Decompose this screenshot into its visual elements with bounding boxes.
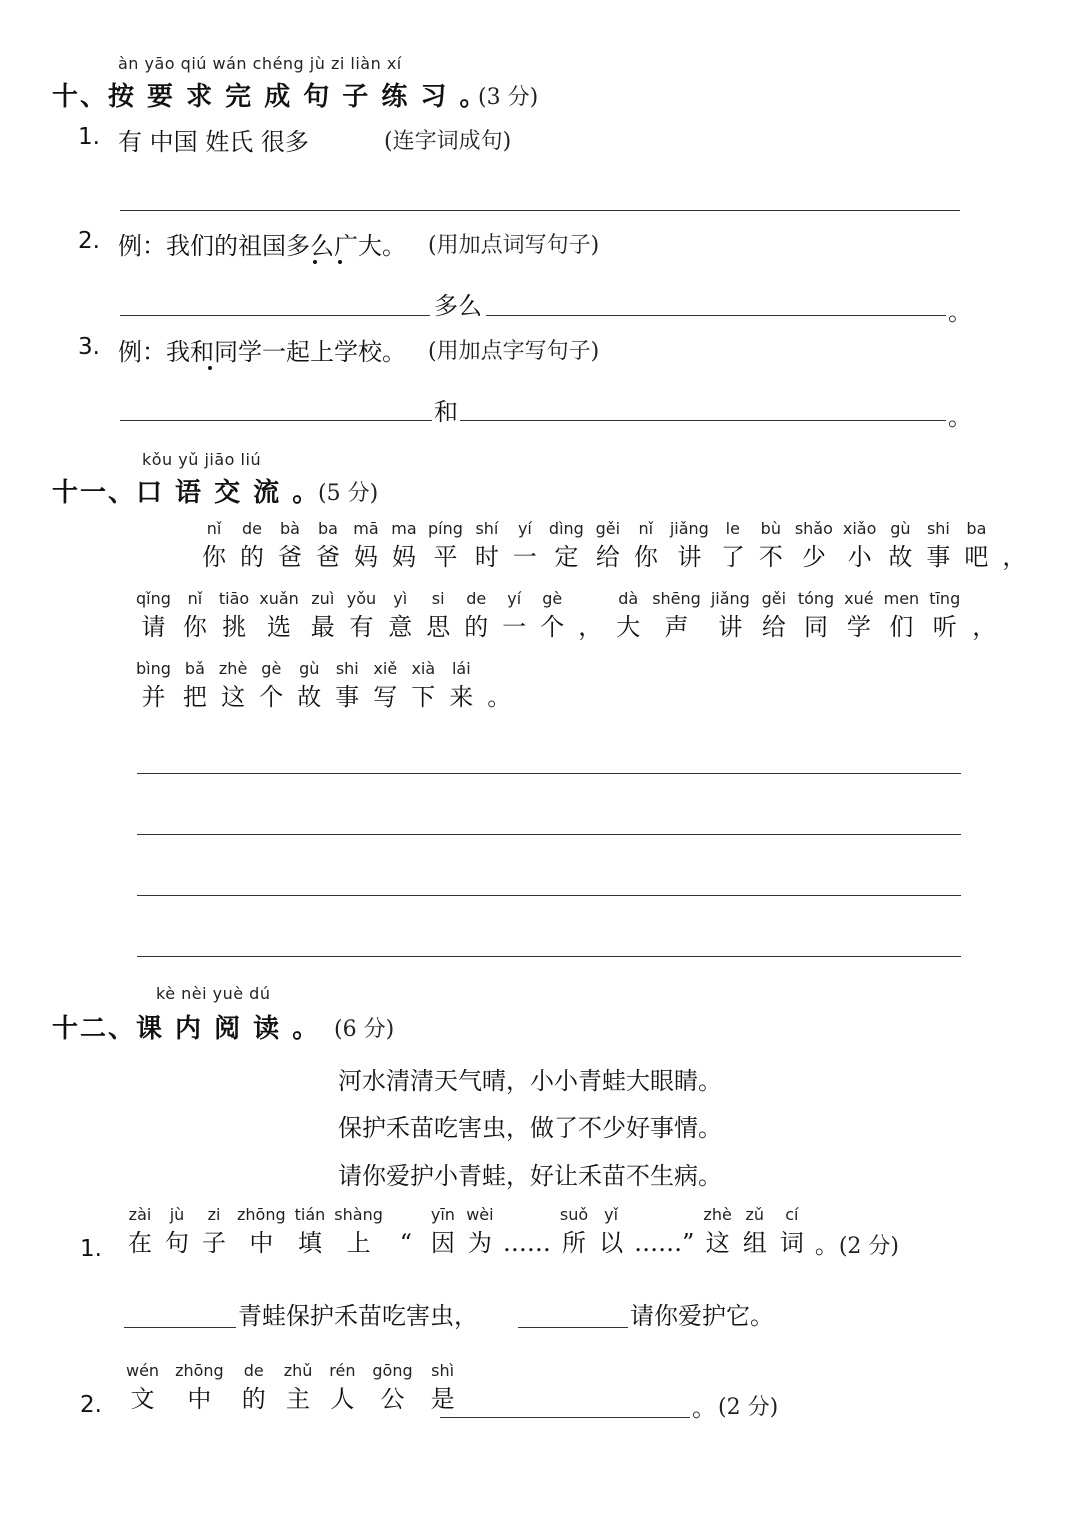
- q10-3-end-mark: 。: [948, 403, 972, 431]
- q10-3-example: 例：我和同学一起上学校。: [118, 338, 406, 366]
- hanzi-char: 讲: [718, 613, 743, 641]
- hanzi-char: 爸: [278, 543, 302, 571]
- ruby-char: [970, 590, 998, 644]
- hanzi-char: 声: [664, 613, 689, 641]
- ruby-char: [538, 590, 566, 644]
- pinyin-syllable: [1000, 520, 1028, 540]
- ruby-char: [757, 520, 785, 574]
- hanzi-char: 组: [742, 1229, 767, 1257]
- pinyin-syllable: jù: [169, 1205, 185, 1224]
- q10-2-answer-line-b[interactable]: [486, 315, 946, 316]
- pinyin-syllable: dà: [618, 589, 639, 608]
- pinyin-syllable: ma: [391, 519, 417, 538]
- pinyin-syllable: nǐ: [206, 519, 222, 538]
- oral-prompt-line-1: [200, 520, 1038, 574]
- pinyin-syllable: xuǎn: [259, 589, 299, 608]
- hanzi-char: 思: [426, 613, 451, 641]
- pinyin-syllable: men: [883, 589, 920, 608]
- pinyin-syllable: wèi: [466, 1205, 494, 1224]
- hanzi-char: 来: [449, 683, 474, 711]
- ruby-char: [614, 590, 642, 644]
- ruby-char: [386, 590, 414, 644]
- ruby-char: [347, 590, 376, 644]
- q12-2-answer-line[interactable]: [440, 1417, 690, 1418]
- pinyin-syllable: yí: [507, 589, 522, 608]
- q10-2-number: 2.: [78, 228, 100, 254]
- ruby-char: [334, 1206, 383, 1260]
- hanzi-char: 写: [373, 683, 398, 711]
- hanzi-char: 所: [562, 1229, 586, 1257]
- section12-score: (6 分): [334, 1017, 395, 1042]
- section11-pinyin: kǒu yǔ jiāo liú: [142, 450, 262, 469]
- hanzi-char: 并: [141, 683, 166, 711]
- pinyin-syllable: [485, 660, 513, 680]
- hanzi-char: 听: [932, 613, 957, 641]
- q10-3-fill-word: 和: [434, 398, 458, 426]
- pinyin-syllable: bù: [760, 519, 781, 538]
- q12-1-number: 1.: [80, 1236, 102, 1262]
- pinyin-syllable: nǐ: [187, 589, 203, 608]
- ruby-char: [929, 590, 960, 644]
- pinyin-syllable: tián: [294, 1205, 326, 1224]
- pinyin-syllable: lái: [451, 659, 471, 678]
- pinyin-syllable: xià: [411, 659, 436, 678]
- pinyin-syllable: xiě: [373, 659, 398, 678]
- pinyin-syllable: shàng: [334, 1205, 383, 1224]
- ruby-char: [634, 1206, 694, 1260]
- hanzi-char: 小: [847, 543, 872, 571]
- section11-score: (5 分): [318, 481, 379, 506]
- q10-2-end-mark: 。: [948, 298, 972, 326]
- pinyin-syllable: bìng: [136, 659, 171, 678]
- hanzi-char: 你: [182, 613, 207, 641]
- ruby-char: [429, 1362, 457, 1416]
- pinyin-syllable: ba: [318, 519, 338, 538]
- writing-line[interactable]: [137, 956, 961, 957]
- ruby-char: [500, 590, 528, 644]
- section11-title: 十一、口 语 交 流 。: [52, 478, 321, 508]
- hanzi-char: ，: [1002, 543, 1027, 571]
- ruby-char: [259, 590, 299, 644]
- hanzi-char: ……”: [634, 1229, 695, 1257]
- hanzi-char: 妈: [392, 543, 416, 571]
- hanzi-char: 大: [616, 613, 641, 641]
- hanzi-char: 为: [467, 1229, 492, 1257]
- ruby-char: [503, 1206, 551, 1260]
- pinyin-syllable: yí: [517, 519, 532, 538]
- ruby-char: [741, 1206, 769, 1260]
- pinyin-syllable: zuì: [311, 589, 335, 608]
- hanzi-char: 在: [128, 1229, 152, 1257]
- q12-1-answer-b: 请你爱护它。: [630, 1302, 774, 1330]
- hanzi-char: 同: [803, 613, 828, 641]
- pinyin-syllable: jiǎng: [710, 589, 750, 608]
- ruby-char: [1000, 520, 1028, 574]
- pinyin-syllable: shì: [431, 1361, 455, 1380]
- hanzi-char: 因: [430, 1229, 455, 1257]
- hanzi-char: 吧: [964, 543, 989, 571]
- pinyin-syllable: tóng: [797, 589, 835, 608]
- section10-pinyin: àn yāo qiú wán chéng jù zi liàn xí: [118, 54, 402, 73]
- pinyin-syllable: gōng: [372, 1361, 413, 1380]
- ruby-char: [549, 520, 584, 574]
- ruby-char: [843, 520, 877, 574]
- writing-line[interactable]: [137, 773, 961, 774]
- ruby-char: [295, 1206, 326, 1260]
- ruby-char: [632, 520, 660, 574]
- hanzi-char: 个: [259, 683, 284, 711]
- ruby-char: [886, 520, 914, 574]
- hanzi-char: ……: [502, 1229, 551, 1257]
- hanzi-char: 中: [249, 1229, 274, 1257]
- hanzi-char: 爸: [316, 543, 340, 571]
- q10-3-number: 3.: [78, 334, 100, 360]
- hanzi-char: 学: [846, 613, 871, 641]
- ruby-char: [238, 520, 266, 574]
- ruby-char: [560, 1206, 588, 1260]
- pinyin-syllable: bà: [280, 519, 300, 538]
- ruby-char: [284, 1362, 313, 1416]
- pinyin-syllable: gěi: [761, 589, 787, 608]
- pinyin-syllable: tīng: [929, 589, 961, 608]
- pinyin-syllable: qǐng: [136, 589, 171, 608]
- ruby-char: [844, 590, 873, 644]
- ruby-char: [597, 1206, 625, 1260]
- ruby-char: [126, 1362, 159, 1416]
- pinyin-syllable: [634, 1206, 694, 1226]
- ruby-char: [576, 590, 604, 644]
- oral-prompt-line-2: [136, 590, 1008, 644]
- ruby-char: [219, 660, 247, 714]
- q10-3-answer-line-a[interactable]: [120, 420, 432, 421]
- hanzi-char: 妈: [354, 543, 378, 571]
- emphasis-dot: [338, 260, 342, 264]
- q10-1-instruction: (连字词成句): [384, 129, 512, 154]
- pinyin-syllable: de: [242, 519, 262, 538]
- q10-2-instruction: (用加点词写句子): [428, 233, 600, 258]
- hanzi-char: 平: [433, 543, 458, 571]
- ruby-char: [181, 660, 209, 714]
- pinyin-syllable: [970, 590, 998, 610]
- hanzi-char: 一: [512, 543, 537, 571]
- poem-line-2: 保护禾苗吃害虫，做了不少好事情。: [338, 1114, 722, 1142]
- hanzi-char: 是: [430, 1385, 455, 1413]
- ruby-char: [962, 520, 990, 574]
- pinyin-syllable: le: [725, 519, 740, 538]
- q12-1-blank-b[interactable]: [518, 1327, 628, 1328]
- pinyin-syllable: wén: [126, 1361, 160, 1380]
- pinyin-syllable: shi: [335, 659, 359, 678]
- pinyin-syllable: zi: [207, 1205, 221, 1224]
- hanzi-char: 个: [540, 613, 565, 641]
- q10-2-example: 例：我们的祖国多么广大。: [118, 232, 406, 260]
- hanzi-char: 挑: [222, 613, 247, 641]
- hanzi-char: 。: [487, 683, 512, 711]
- ruby-char: [257, 660, 285, 714]
- hanzi-char: 词: [779, 1229, 804, 1257]
- emphasis-dot: [208, 366, 212, 370]
- ruby-char: [175, 1362, 224, 1416]
- pinyin-syllable: xué: [844, 589, 874, 608]
- poem-line-1: 河水清清天气晴，小小青蛙大眼睛。: [338, 1067, 722, 1095]
- section12-title: 十二、课 内 阅 读 。: [52, 1014, 321, 1044]
- pinyin-syllable: bǎ: [184, 659, 205, 678]
- hanzi-char: 请: [141, 613, 166, 641]
- ruby-char: [462, 590, 490, 644]
- hanzi-char: 填: [297, 1229, 322, 1257]
- ruby-char: [511, 520, 539, 574]
- hanzi-char: 故: [888, 543, 913, 571]
- ruby-char: [798, 590, 834, 644]
- q10-1-prompt: 有 中国 姓氏 很多: [118, 128, 309, 156]
- hanzi-char: 把: [182, 683, 207, 711]
- hanzi-char: 给: [761, 613, 786, 641]
- q12-2-score: (2 分): [718, 1395, 779, 1420]
- ruby-char: [760, 590, 788, 644]
- pinyin-syllable: de: [466, 589, 487, 608]
- ruby-char: [314, 520, 342, 574]
- ruby-char: [447, 660, 475, 714]
- ruby-char: [200, 520, 228, 574]
- ruby-char: [219, 590, 249, 644]
- writing-line[interactable]: [137, 834, 961, 835]
- pinyin-syllable: gè: [542, 589, 563, 608]
- ruby-char: [392, 1206, 420, 1260]
- hanzi-char: 给: [595, 543, 620, 571]
- ruby-char: [163, 1206, 191, 1260]
- pinyin-syllable: shí: [475, 519, 499, 538]
- hanzi-char: 讲: [677, 543, 702, 571]
- hanzi-char: “: [399, 1229, 413, 1257]
- pinyin-syllable: zhǔ: [283, 1361, 313, 1380]
- q12-2-end-mark: 。: [692, 1394, 716, 1422]
- ruby-char: [200, 1206, 228, 1260]
- q12-2-prompt: [126, 1362, 473, 1416]
- pinyin-syllable: mā: [353, 519, 379, 538]
- pinyin-syllable: de: [243, 1361, 264, 1380]
- pinyin-syllable: shǎo: [794, 519, 833, 538]
- pinyin-syllable: zǔ: [745, 1205, 765, 1224]
- pinyin-syllable: [392, 1206, 420, 1226]
- pinyin-syllable: zhè: [218, 659, 248, 678]
- pinyin-syllable: zhōng: [237, 1205, 286, 1224]
- q12-1-end-mark: 。: [814, 1231, 839, 1259]
- q12-1-blank-a[interactable]: [124, 1327, 236, 1328]
- hanzi-char: 主: [286, 1385, 311, 1413]
- ruby-char: [652, 590, 701, 644]
- pinyin-syllable: yǒu: [346, 589, 377, 608]
- hanzi-char: 句: [165, 1229, 189, 1257]
- hanzi-char: 故: [297, 683, 322, 711]
- section10-title: 十、按 要 求 完 成 句 子 练 习 。: [52, 82, 488, 112]
- pinyin-syllable: [576, 590, 604, 610]
- hanzi-char: ，: [578, 613, 603, 641]
- q10-1-number: 1.: [78, 124, 100, 150]
- hanzi-char: 这: [221, 683, 246, 711]
- hanzi-char: 有: [349, 613, 374, 641]
- q12-1-score: (2 分): [838, 1234, 899, 1259]
- hanzi-char: 中: [187, 1385, 212, 1413]
- pinyin-syllable: dìng: [548, 519, 584, 538]
- pinyin-syllable: tiāo: [218, 589, 250, 608]
- hanzi-char: 时: [474, 543, 499, 571]
- pinyin-syllable: si: [431, 589, 445, 608]
- ruby-char: [276, 520, 304, 574]
- hanzi-char: 这: [705, 1229, 730, 1257]
- q10-3-answer-line-b[interactable]: [460, 420, 946, 421]
- hanzi-char: ，: [972, 613, 997, 641]
- hanzi-char: 了: [720, 543, 745, 571]
- ruby-char: [473, 520, 501, 574]
- q10-3-instruction: (用加点字写句子): [428, 339, 600, 364]
- pinyin-syllable: gěi: [595, 519, 621, 538]
- ruby-char: [136, 590, 171, 644]
- q12-1-answer-a: 青蛙保护禾苗吃害虫，: [238, 1302, 478, 1330]
- ruby-char: [181, 590, 209, 644]
- hanzi-char: 不: [758, 543, 783, 571]
- oral-prompt-line-3: [136, 660, 523, 714]
- hanzi-char: 的: [241, 1385, 266, 1413]
- ruby-char: [409, 660, 437, 714]
- pinyin-syllable: ba: [966, 519, 987, 538]
- ruby-char: [466, 1206, 494, 1260]
- hanzi-char: 下: [411, 683, 436, 711]
- pinyin-syllable: zhōng: [175, 1361, 224, 1380]
- ruby-char: [428, 520, 463, 574]
- ruby-char: [333, 660, 361, 714]
- section10-score: (3 分): [478, 85, 539, 110]
- q10-1-answer-line[interactable]: [120, 210, 960, 211]
- ruby-char: [778, 1206, 806, 1260]
- ruby-char: [295, 660, 323, 714]
- writing-line[interactable]: [137, 895, 961, 896]
- pinyin-syllable: gù: [890, 519, 911, 538]
- hanzi-char: 的: [464, 613, 489, 641]
- hanzi-char: 你: [633, 543, 658, 571]
- ruby-char: [390, 520, 418, 574]
- hanzi-char: 你: [202, 543, 226, 571]
- ruby-char: [237, 1206, 286, 1260]
- pinyin-syllable: [503, 1206, 551, 1226]
- q10-2-fill-word: 多么: [434, 292, 482, 320]
- pinyin-syllable: yīn: [430, 1205, 455, 1224]
- hanzi-char: 公: [380, 1385, 405, 1413]
- hanzi-char: 文: [130, 1385, 155, 1413]
- ruby-char: [126, 1206, 154, 1260]
- pinyin-syllable: zhè: [703, 1205, 732, 1224]
- hanzi-char: 选: [267, 613, 291, 641]
- q12-2-number: 2.: [80, 1392, 102, 1418]
- pinyin-syllable: jiǎng: [669, 519, 709, 538]
- ruby-char: [884, 590, 920, 644]
- pinyin-syllable: gè: [261, 659, 282, 678]
- hanzi-char: 以: [599, 1229, 624, 1257]
- q12-1-prompt: [126, 1206, 899, 1260]
- ruby-char: [136, 660, 171, 714]
- hanzi-char: 最: [310, 613, 335, 641]
- pinyin-syllable: cí: [785, 1205, 799, 1224]
- hanzi-char: 人: [330, 1385, 355, 1413]
- ruby-char: [485, 660, 513, 714]
- q10-2-answer-line-a[interactable]: [120, 315, 430, 316]
- ruby-char: [703, 1206, 731, 1260]
- pinyin-syllable: yǐ: [604, 1205, 619, 1224]
- hanzi-char: 意: [388, 613, 413, 641]
- pinyin-syllable: shi: [926, 519, 950, 538]
- hanzi-char: 定: [554, 543, 579, 571]
- hanzi-char: 们: [889, 613, 914, 641]
- ruby-char: [924, 520, 952, 574]
- pinyin-syllable: suǒ: [559, 1205, 589, 1224]
- hanzi-char: 子: [202, 1229, 226, 1257]
- ruby-char: [795, 520, 833, 574]
- ruby-char: [240, 1362, 268, 1416]
- ruby-char: [711, 590, 750, 644]
- emphasis-dot: [313, 260, 317, 264]
- ruby-char: [352, 520, 380, 574]
- hanzi-char: 的: [240, 543, 264, 571]
- hanzi-char: 事: [926, 543, 951, 571]
- ruby-char: [424, 590, 452, 644]
- ruby-char: [429, 1206, 457, 1260]
- pinyin-syllable: píng: [428, 519, 463, 538]
- pinyin-syllable: shēng: [652, 589, 701, 608]
- section12-pinyin: kè nèi yuè dú: [156, 984, 271, 1003]
- ruby-char: [309, 590, 337, 644]
- pinyin-syllable: nǐ: [638, 519, 654, 538]
- hanzi-char: 事: [335, 683, 360, 711]
- ruby-char: [670, 520, 709, 574]
- ruby-char: [371, 660, 399, 714]
- hanzi-char: 一: [502, 613, 527, 641]
- hanzi-char: 少: [801, 543, 826, 571]
- ruby-char: [372, 1362, 412, 1416]
- pinyin-syllable: xiǎo: [842, 519, 877, 538]
- pinyin-syllable: yì: [393, 589, 408, 608]
- ruby-char: [594, 520, 622, 574]
- hanzi-char: 上: [346, 1229, 371, 1257]
- ruby-char: [328, 1362, 356, 1416]
- pinyin-syllable: rén: [329, 1361, 356, 1380]
- ruby-char: [719, 520, 747, 574]
- poem-line-3: 请你爱护小青蛙，好让禾苗不生病。: [338, 1162, 722, 1190]
- pinyin-syllable: gù: [299, 659, 320, 678]
- pinyin-syllable: zài: [128, 1205, 152, 1224]
